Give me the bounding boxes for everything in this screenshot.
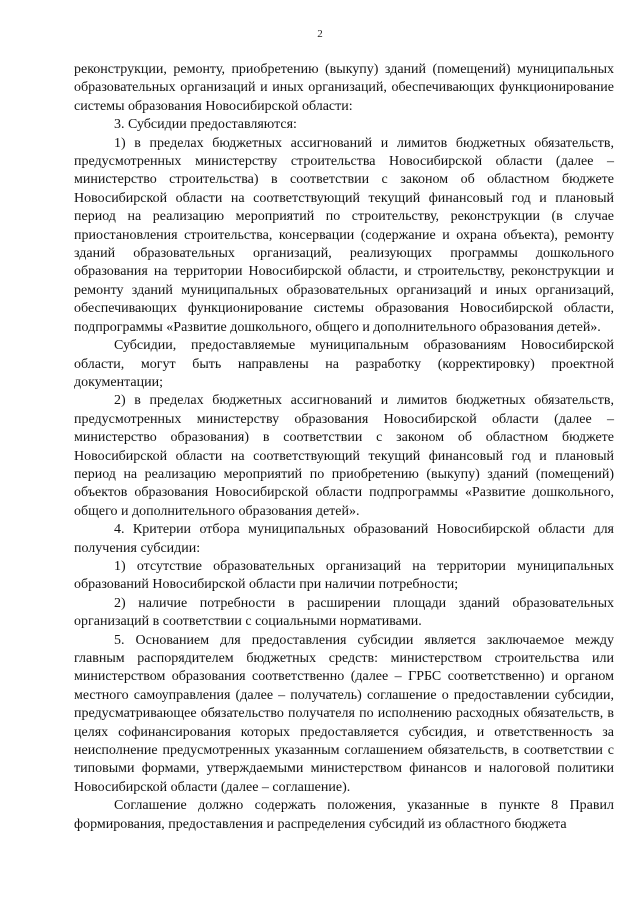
paragraph: 1) в пределах бюджетных ассигнований и лимитов бюджетных обязательств, предусмотренных министерству строительства Новосибирской области (далее – министерство строительства) в соответствии с законом об областном бюджете Новосибирской области на соответствующий текущий финансовый год и плановый период на реализацию мероприятий по строительству, реконструкции (в случае приостановления строительства, консервации (содержание и охрана объекта), ремонту зданий образовательных организаций, реализующих программы дошкольного образования на территории Новосибирской области, и строительству, реконструкции и ремонту зданий муниципальных образовательных организаций и иных организаций, обеспечивающих функционирование системы образования Новосибирской области, подпрограммы «Развитие дошкольного, общего и дополнительного образования детей». [74,135,614,335]
paragraph: реконструкции, ремонту, приобретению (выкупу) зданий (помещений) муниципальных образовательных организаций и иных организаций, обеспечивающих функционирование системы образования Новосибирской области: [74,62,614,114]
paragraph: 5. Основанием для предоставления субсидии является заключаемое между главным распорядителем бюджетных средств: министерством строительства или министерством образования соответственно (далее – ГРБС соответственно) и органом местного самоуправления (далее – получатель) соглашение о предоставлении субсидии, предусматривающее обязательство получателя по исполнению расходных обязательств, в целях софинансирования которых предоставляется субсидия, и ответственность за неисполнение предусмотренных указанным соглашением обязательств, в соответствии с типовыми формами, утверждаемыми министерством финансов и налоговой политики Новосибирской области (далее – соглашение). [74,632,614,795]
paragraph: Субсидии, предоставляемые муниципальным образованиям Новосибирской области, могут быть направлены на разработку (корректировку) проектной документации; [74,338,614,390]
paragraph: Соглашение должно содержать положения, указанные в пункте 8 Правил формирования, предоставления и распределения субсидий из областного бюджета [74,798,614,832]
paragraph: 2) наличие потребности в расширении площади зданий образовательных организаций в соответствии с социальными нормативами. [74,595,614,630]
page-number: 2 [317,28,323,40]
paragraph: 1) отсутствие образовательных организаций на территории муниципальных образований Новосибирской области при наличии потребности; [74,558,614,593]
paragraph: 3. Субсидии предоставляются: [114,117,297,133]
document-body [74,61,614,834]
paragraph: 2) в пределах бюджетных ассигнований и лимитов бюджетных обязательств, предусмотренных министерству образования Новосибирской области (далее – министерство образования) в соответствии с законом об областном бюджете Новосибирской области на соответствующий текущий финансовый год и плановый период на реализацию мероприятий по приобретению (выкупу) зданий (помещений) объектов образования Новосибирской области подпрограммы «Развитие дошкольного, общего и дополнительного образования детей». [74,393,614,519]
paragraph: 4. Критерии отбора муниципальных образований Новосибирской области для получения субсидии: [74,522,614,556]
